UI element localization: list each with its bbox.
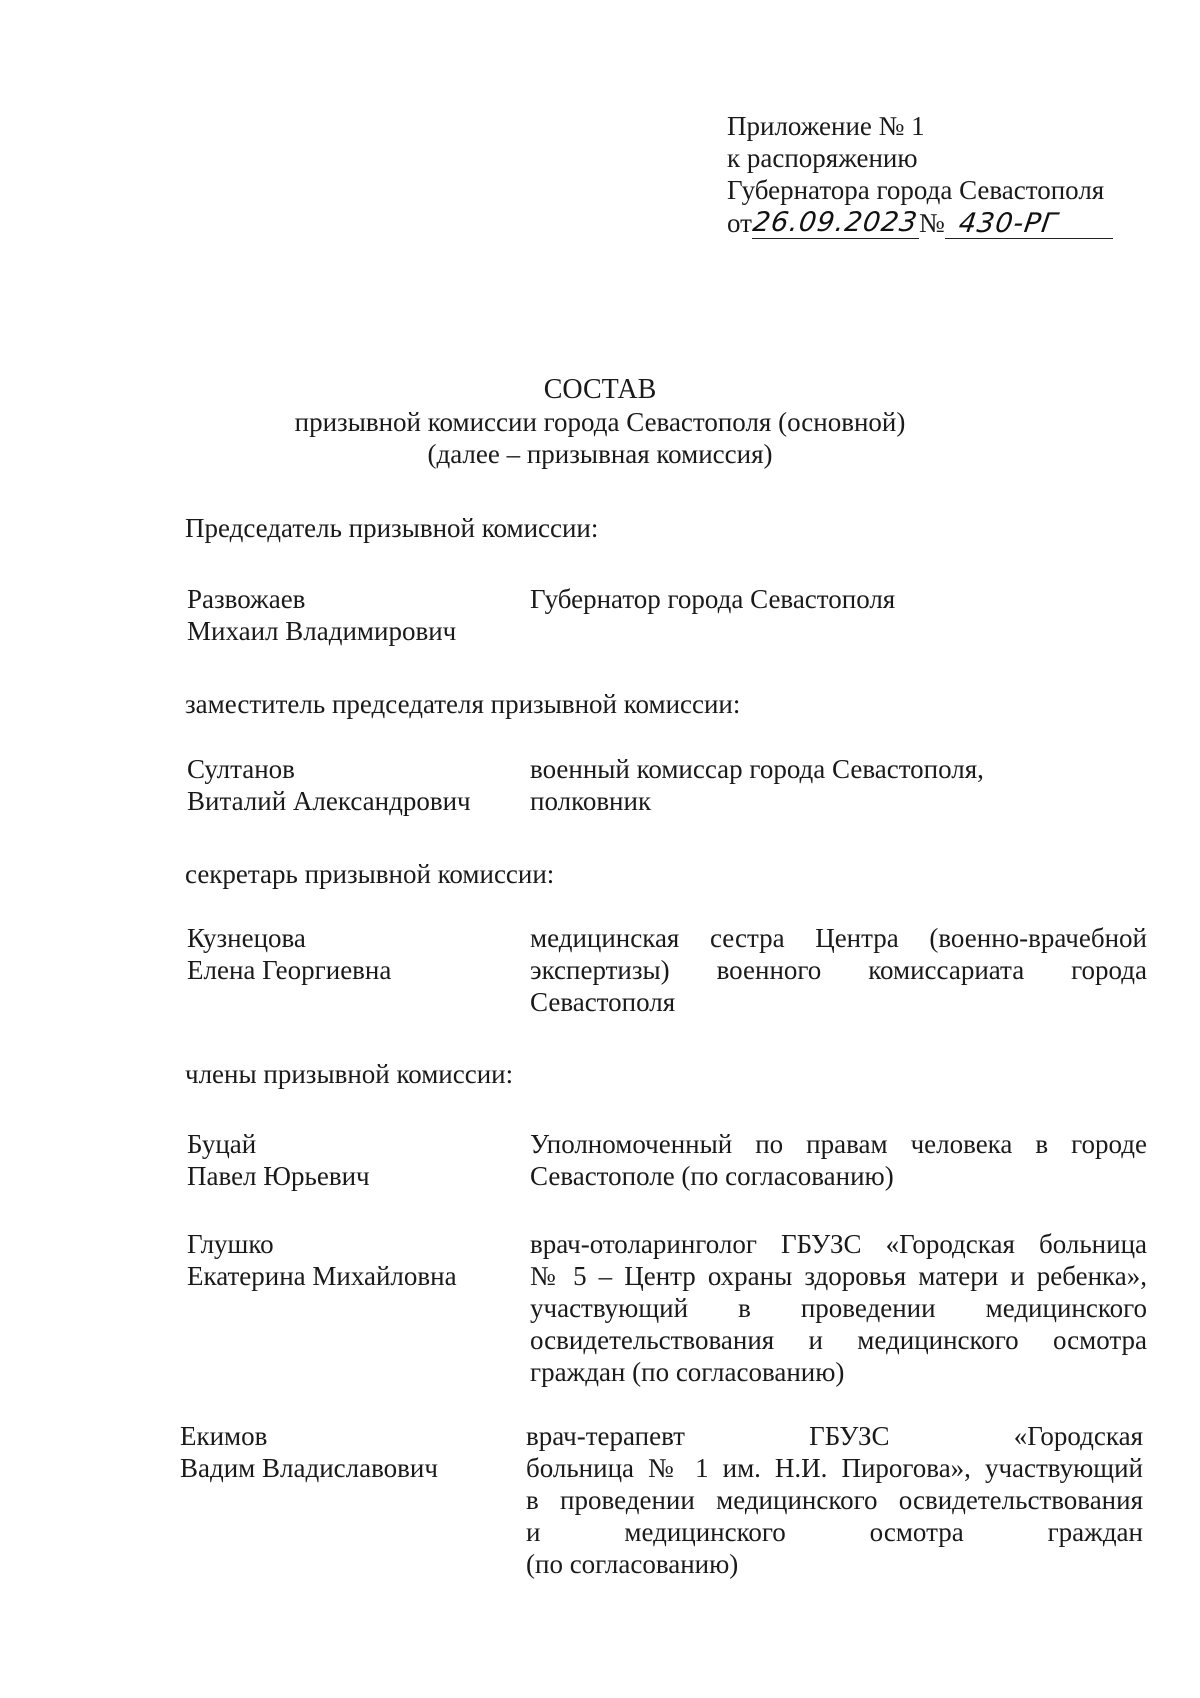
- member-name: [187, 1228, 507, 1292]
- member-name: [187, 922, 507, 986]
- date-prefix: от: [727, 208, 752, 238]
- role-line: № 5 – Центр охраны здоровья матери и ребенка»,: [530, 1261, 1147, 1291]
- section-chairman: Председатель призывной комиссии:: [185, 513, 599, 543]
- member-role: [530, 753, 1147, 817]
- member-name: [187, 753, 507, 817]
- number-prefix: №: [918, 208, 945, 238]
- role-line: военный комиссар города Севастополя,: [530, 754, 984, 784]
- date-field: [752, 206, 919, 239]
- appendix-line-2: к распоряжению: [727, 143, 918, 173]
- member-role: [530, 583, 1147, 615]
- number-field: [945, 207, 1113, 239]
- member-given-name: Павел Юрьевич: [187, 1161, 370, 1191]
- role-line: (по согласованию): [526, 1549, 739, 1579]
- appendix-line-1: Приложение № 1: [727, 111, 925, 141]
- role-line: участвующий в проведении медицинского: [530, 1293, 1147, 1323]
- title-subtitle: призывной комиссии города Севастополя (основной): [294, 407, 906, 437]
- role-line: и медицинского осмотра граждан: [526, 1517, 1143, 1547]
- role-line: Севастополе (по согласованию): [530, 1161, 894, 1191]
- appendix-header: [727, 110, 1167, 239]
- member-role: [526, 1420, 1143, 1580]
- role-line: граждан (по согласованию): [530, 1357, 845, 1387]
- member-name: [187, 1128, 507, 1192]
- member-name: [180, 1420, 500, 1484]
- member-surname: Глушко: [187, 1229, 274, 1259]
- role-line: больница № 1 им. Н.И. Пирогова», участвующий: [526, 1453, 1143, 1483]
- member-surname: Развожаев: [187, 584, 306, 614]
- role-line: Севастополя: [530, 987, 676, 1017]
- member-given-name: Виталий Александрович: [187, 786, 471, 816]
- role-line: в проведении медицинского освидетельствования: [526, 1485, 1143, 1515]
- member-role: [530, 1128, 1147, 1192]
- member-role: [530, 922, 1147, 1018]
- document-title: [0, 374, 1200, 470]
- member-role: [530, 1228, 1147, 1388]
- member-given-name: Елена Георгиевна: [187, 955, 392, 985]
- handwritten-number: 430-РГ: [956, 208, 1060, 239]
- role-line: полковник: [530, 786, 652, 816]
- section-members: члены призывной комиссии:: [185, 1059, 514, 1089]
- section-deputy: заместитель председателя призывной комиссии:: [185, 689, 741, 719]
- role-line: Губернатор города Севастополя: [530, 584, 896, 614]
- member-given-name: Михаил Владимирович: [187, 616, 457, 646]
- section-secretary: секретарь призывной комиссии:: [185, 859, 555, 889]
- handwritten-date: 26.09.2023: [751, 207, 920, 238]
- member-surname: Кузнецова: [187, 923, 306, 953]
- appendix-date-row: [727, 206, 1167, 239]
- role-line: освидетельствования и медицинского осмотра: [530, 1325, 1147, 1355]
- role-line: врач-терапевт ГБУЗС «Городская: [526, 1421, 1143, 1451]
- member-given-name: Екатерина Михайловна: [187, 1261, 457, 1291]
- member-surname: Султанов: [187, 754, 295, 784]
- title-main: СОСТАВ: [543, 374, 657, 405]
- member-name: [187, 583, 507, 647]
- title-note: (далее – призывная комиссия): [427, 439, 773, 469]
- member-given-name: Вадим Владиславович: [180, 1453, 438, 1483]
- role-line: врач-отоларинголог ГБУЗС «Городская больница: [530, 1229, 1147, 1259]
- role-line: Уполномоченный по правам человека в городе: [530, 1129, 1147, 1159]
- member-surname: Екимов: [180, 1421, 268, 1451]
- member-surname: Буцай: [187, 1129, 257, 1159]
- role-line: медицинская сестра Центра (военно-врачебной: [530, 923, 1147, 953]
- role-line: экспертизы) военного комиссариата города: [530, 955, 1147, 985]
- appendix-line-3: Губернатора города Севастополя: [727, 175, 1105, 205]
